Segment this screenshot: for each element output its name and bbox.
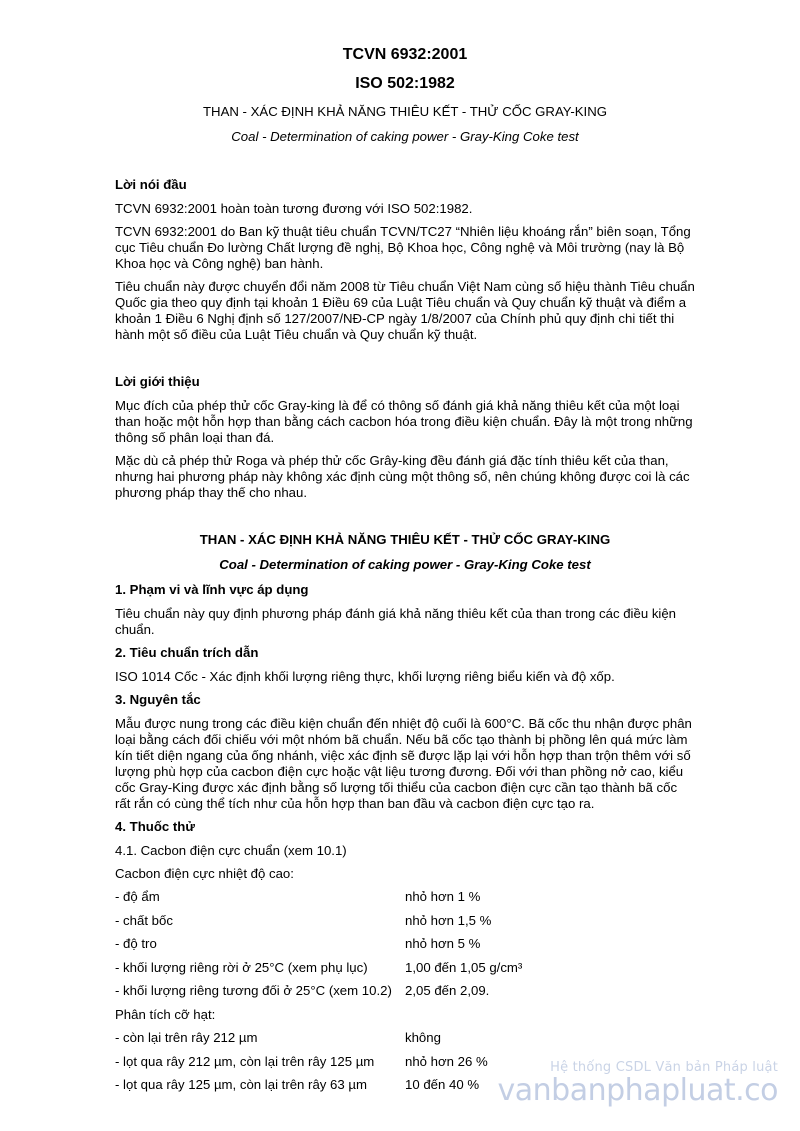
grain-size-title: Phân tích cỡ hạt: [115, 1006, 216, 1022]
watermark [498, 1060, 778, 1107]
document-page [115, 45, 695, 1101]
grain-value: nhỏ hơn 26 % [405, 1053, 488, 1069]
high-temp-carbon-label: Cacbon điện cực nhiệt độ cao: [115, 866, 294, 881]
grain-row [115, 1030, 695, 1046]
property-name: - khối lượng riêng tương đối ở 25°C (xem 10.2) [115, 983, 392, 999]
foreword-paragraph-2: TCVN 6932:2001 do Ban kỹ thuật tiêu chuẩn TCVN/TC27 “Nhiên liệu khoáng rắn” biên soạn, Tổng cục Tiêu chuẩn Đo lường Chất lượng đề nghị, Bộ Khoa học, Công nghệ và Môi trường (nay là Bộ Khoa học và Công nghệ) ban hành. [115, 224, 691, 271]
section-4-1: 4.1. Cacbon điện cực chuẩn (xem 10.1) [115, 843, 347, 858]
grain-name: - lọt qua rây 125 µm, còn lại trên rây 63 µm [115, 1077, 367, 1093]
property-value: nhỏ hơn 1 % [405, 889, 481, 904]
watermark-line-1: Hệ thống CSDL Văn bản Pháp luật [550, 1060, 778, 1075]
introduction-paragraph-2: Mặc dù cả phép thử Roga và phép thử cốc Grây-king đều đánh giá đặc tính thiêu kết của than, nhưng hai phương pháp này không xác định cùng một thông số, nên chúng không được coi là các phương pháp thay thế cho nhau. [115, 453, 690, 500]
property-value: 1,00 đến 1,05 g/cm³ [405, 959, 523, 975]
document-title-en: Coal - Determination of caking power - Gray-King Coke test [231, 129, 579, 144]
property-name: - độ ẩm [115, 889, 160, 904]
foreword-paragraph-3: Tiêu chuẩn này được chuyển đổi năm 2008 từ Tiêu chuẩn Việt Nam cùng số hiệu thành Tiêu chuẩn Quốc gia theo quy định tại khoản 1 Điều 69 của Luật Tiêu chuẩn và Quy chuẩn kỹ thuật và điểm a khoản 1 Điều 6 Nghị định số 127/2007/NĐ-CP ngày 1/8/2007 của Chính phủ quy định chi tiết thi hành một số điều của Luật Tiêu chuẩn và Quy chuẩn kỹ thuật. [115, 279, 695, 342]
property-value: 2,05 đến 2,09. [405, 983, 490, 999]
grain-value: 10 đến 40 % [405, 1077, 480, 1093]
property-row [115, 960, 695, 976]
grain-name: - còn lại trên rây 212 µm [115, 1029, 258, 1045]
property-name: - độ tro [115, 936, 157, 952]
property-row [115, 889, 695, 905]
property-row [115, 913, 695, 929]
property-value: nhỏ hơn 5 % [405, 936, 481, 952]
grain-value: không [405, 1029, 441, 1045]
section-3-paragraph: Mẫu được nung trong các điều kiện chuẩn đến nhiệt độ cuối là 600°C. Bã cốc thu nhận được phân loại bằng cách đối chiếu với một nhóm bã chuẩn. Nếu bã cốc tạo thành bị phồng lên quá mức làm kín tiết diện ngang của ống nhánh, việc xác định sẽ được lặp lại với hỗn hợp than trộn thêm với số lượng phù hợp của cacbon điện cực hoặc vật liệu tương đương. Đối với than phồng nở cao, kiểu cốc Gray-King được xác định bằng số lượng tối thiểu của cacbon điện cực cần tạo thành bã cốc rất rắn có cùng thể tích như của hỗn hợp than ban đầu và cacbon điện cực tạo ra. [115, 716, 692, 811]
introduction-title: Lời giới thiệu [115, 374, 200, 389]
body-title-vi: THAN - XÁC ĐỊNH KHẢ NĂNG THIÊU KẾT - THỬ CỐC GRAY-KING [199, 532, 611, 547]
grain-name: - lọt qua rây 212 µm, còn lại trên rây 125 µm [115, 1053, 375, 1069]
section-1-title: 1. Phạm vi và lĩnh vực áp dụng [115, 582, 309, 597]
iso-code: ISO 502:1982 [355, 75, 455, 92]
property-value: nhỏ hơn 1,5 % [405, 912, 492, 928]
section-2-paragraph: ISO 1014 Cốc - Xác định khối lượng riêng thực, khối lượng riêng biểu kiến và độ xốp. [115, 669, 615, 684]
property-row [115, 983, 695, 999]
property-row [115, 936, 695, 952]
foreword-paragraph-1: TCVN 6932:2001 hoàn toàn tương đương với ISO 502:1982. [115, 201, 473, 216]
foreword-title: Lời nói đầu [115, 177, 187, 192]
introduction-paragraph-1: Mục đích của phép thử cốc Gray-king là để có thông số đánh giá khả năng thiêu kết của một loại than hoặc một hỗn hợp than bằng cách cacbon hóa trong điều kiện chuẩn. Đây là một trong những thông số phân loại than đá. [115, 398, 693, 445]
section-2-title: 2. Tiêu chuẩn trích dẫn [115, 645, 259, 660]
body-title-en: Coal - Determination of caking power - Gray-King Coke test [219, 557, 591, 572]
standard-code: TCVN 6932:2001 [342, 46, 468, 63]
property-name: - chất bốc [115, 912, 173, 928]
section-3-title: 3. Nguyên tắc [115, 692, 201, 707]
section-1-paragraph: Tiêu chuẩn này quy định phương pháp đánh giá khả năng thiêu kết của than trong các điều kiện chuẩn. [115, 606, 677, 637]
property-name: - khối lượng riêng rời ở 25°C (xem phụ lục) [115, 959, 368, 975]
document-title-vi: THAN - XÁC ĐỊNH KHẢ NĂNG THIÊU KẾT - THỬ CỐC GRAY-KING [202, 104, 607, 119]
watermark-line-2: vanbanphapluat.co [497, 1073, 778, 1108]
section-4-title: 4. Thuốc thử [115, 819, 195, 834]
